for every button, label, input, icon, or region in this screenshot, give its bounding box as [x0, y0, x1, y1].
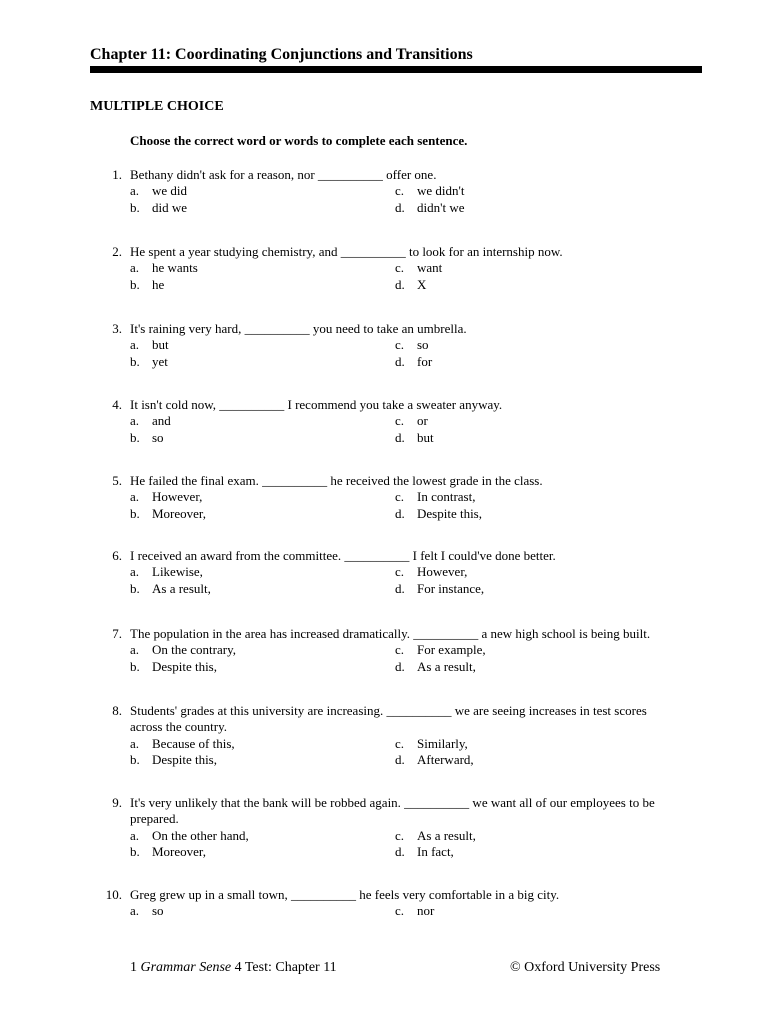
option-letter: b.: [130, 505, 140, 521]
page-title: Chapter 11: Coordinating Conjunctions and Transitions: [90, 46, 473, 63]
option-text: we did: [152, 183, 188, 199]
question-text: [130, 473, 700, 489]
option-d: [395, 200, 464, 216]
question-text-line: The population in the area has increased dramatically. __________ a new high school is being built.: [130, 626, 651, 641]
option-a: [130, 828, 249, 844]
option-c: [395, 736, 468, 752]
option-letter: c.: [395, 489, 405, 505]
option-letter: b.: [130, 199, 140, 215]
option-a: [130, 183, 187, 199]
question-number: 5.: [112, 473, 122, 488]
option-c: [395, 413, 428, 429]
book-title: Grammar Sense: [140, 960, 232, 975]
option-letter: a.: [130, 903, 140, 919]
option-a: [130, 642, 236, 658]
option-text: However,: [152, 489, 203, 505]
question-text: [130, 397, 700, 413]
option-text: Similarly,: [417, 735, 468, 751]
option-text: yet: [152, 353, 168, 369]
option-letter: c.: [395, 564, 405, 580]
option-text: and: [152, 413, 171, 429]
option-text: Moreover,: [152, 843, 206, 859]
option-a: [130, 903, 164, 919]
option-letter: a.: [130, 260, 140, 276]
option-letter: a.: [130, 642, 140, 658]
option-text: However,: [417, 564, 468, 580]
option-text: X: [417, 276, 427, 292]
option-letter: a.: [130, 489, 140, 505]
option-letter: d.: [395, 353, 405, 369]
option-text: In contrast,: [417, 489, 476, 505]
option-letter: b.: [130, 843, 140, 859]
option-letter: d.: [395, 199, 405, 215]
option-letter: a.: [130, 827, 140, 843]
option-text: did we: [152, 199, 188, 215]
option-d: [395, 506, 482, 522]
option-b: [130, 200, 187, 216]
option-text: Despite this,: [417, 505, 482, 521]
question-text-line: Bethany didn't ask for a reason, nor __________ offer one.: [130, 167, 437, 182]
option-text: or: [417, 413, 428, 429]
option-text: but: [152, 337, 169, 353]
question-text: [130, 548, 700, 564]
question-text-line: It's raining very hard, __________ you need to take an umbrella.: [130, 321, 467, 336]
option-b: [130, 752, 217, 768]
option-c: [395, 564, 467, 580]
option-c: [395, 828, 476, 844]
question-text: [130, 795, 700, 828]
option-letter: a.: [130, 564, 140, 580]
option-c: [395, 260, 442, 276]
option-text: As a result,: [417, 827, 476, 843]
option-b: [130, 659, 217, 675]
question-number: 7.: [112, 626, 122, 641]
option-letter: a.: [130, 735, 140, 751]
option-letter: b.: [130, 429, 140, 445]
option-text: we didn't: [417, 183, 465, 199]
page-number: 1: [130, 960, 137, 975]
option-text: On the contrary,: [152, 642, 236, 658]
option-letter: d.: [395, 751, 405, 767]
question-text-line: Greg grew up in a small town, __________ he feels very comfortable in a big city.: [130, 887, 560, 902]
question-number: 2.: [112, 244, 122, 259]
option-letter: c.: [395, 183, 405, 199]
option-c: [395, 903, 434, 919]
option-text: didn't we: [417, 199, 465, 215]
option-letter: a.: [130, 413, 140, 429]
option-a: [130, 736, 235, 752]
question-number: 6.: [112, 548, 122, 563]
option-a: [130, 413, 171, 429]
option-text: want: [417, 260, 443, 276]
option-text: Afterward,: [417, 751, 474, 767]
question-text-line: I received an award from the committee. __________ I felt I could've done better.: [130, 548, 556, 563]
option-text: As a result,: [417, 658, 476, 674]
option-c: [395, 337, 429, 353]
option-text: As a result,: [152, 580, 211, 596]
question-text-line: Students' grades at this university are increasing. __________ we are seeing increases in test scores: [130, 703, 647, 718]
option-letter: b.: [130, 353, 140, 369]
question-text: [130, 321, 700, 337]
question-number: 3.: [112, 321, 122, 336]
question-number: 8.: [112, 703, 122, 718]
question-number: 9.: [112, 795, 122, 810]
option-letter: b.: [130, 658, 140, 674]
option-d: [395, 659, 476, 675]
question-number: 4.: [112, 397, 122, 412]
option-b: [130, 430, 164, 446]
option-text: so: [152, 903, 164, 919]
option-text: For example,: [417, 642, 486, 658]
option-letter: b.: [130, 276, 140, 292]
option-text: so: [152, 429, 164, 445]
option-text: On the other hand,: [152, 827, 249, 843]
option-b: [130, 354, 168, 370]
option-a: [130, 564, 203, 580]
question-number: 10.: [105, 887, 122, 902]
option-letter: c.: [395, 413, 405, 429]
option-letter: c.: [395, 735, 405, 751]
option-d: [395, 430, 434, 446]
option-letter: d.: [395, 505, 405, 521]
option-text: Because of this,: [152, 735, 235, 751]
option-text: so: [417, 337, 429, 353]
option-d: [395, 581, 484, 597]
option-letter: d.: [395, 276, 405, 292]
option-text: Moreover,: [152, 505, 206, 521]
option-c: [395, 183, 464, 199]
option-letter: a.: [130, 337, 140, 353]
option-text: Despite this,: [152, 751, 217, 767]
option-text: for: [417, 353, 433, 369]
option-a: [130, 337, 169, 353]
option-letter: a.: [130, 183, 140, 199]
question-text-line: It isn't cold now, __________ I recommend you take a sweater anyway.: [130, 397, 503, 412]
option-b: [130, 506, 206, 522]
option-letter: c.: [395, 337, 405, 353]
question-text-line: across the country.: [130, 719, 227, 735]
option-letter: c.: [395, 642, 405, 658]
option-b: [130, 581, 211, 597]
option-b: [130, 844, 206, 860]
option-text: he: [152, 276, 165, 292]
option-d: [395, 354, 432, 370]
option-letter: b.: [130, 751, 140, 767]
question-text: [130, 626, 700, 642]
instructions: Choose the correct word or words to complete each sentence.: [130, 133, 468, 148]
option-letter: c.: [395, 260, 405, 276]
option-letter: c.: [395, 903, 405, 919]
option-letter: b.: [130, 580, 140, 596]
option-a: [130, 260, 198, 276]
option-text: Likewise,: [152, 564, 203, 580]
option-d: [395, 844, 454, 860]
option-c: [395, 642, 486, 658]
question-text-line: He failed the final exam. __________ he received the lowest grade in the class.: [130, 473, 543, 488]
option-b: [130, 277, 164, 293]
test-label: 4 Test: Chapter 11: [234, 960, 337, 975]
option-text: nor: [417, 903, 435, 919]
option-text: Despite this,: [152, 658, 217, 674]
option-letter: d.: [395, 843, 405, 859]
question-text: [130, 167, 700, 183]
option-text: In fact,: [417, 843, 454, 859]
footer-left: [130, 960, 337, 976]
option-letter: c.: [395, 827, 405, 843]
question-text: [130, 703, 700, 736]
question-text: [130, 887, 700, 903]
option-text: but: [417, 429, 434, 445]
question-text-line: prepared.: [130, 811, 179, 827]
option-text: he wants: [152, 260, 198, 276]
option-d: [395, 752, 474, 768]
footer-copyright: © Oxford University Press: [510, 960, 661, 975]
question-text-line: He spent a year studying chemistry, and __________ to look for an internship now.: [130, 244, 563, 259]
option-text: For instance,: [417, 580, 485, 596]
option-letter: d.: [395, 429, 405, 445]
title-rule: [90, 66, 702, 73]
question-number: 1.: [112, 167, 122, 182]
option-letter: d.: [395, 580, 405, 596]
option-letter: d.: [395, 658, 405, 674]
option-a: [130, 489, 202, 505]
question-text: [130, 244, 700, 260]
option-c: [395, 489, 475, 505]
question-text-line: It's very unlikely that the bank will be robbed again. __________ we want all of our employees to be: [130, 795, 655, 810]
option-d: [395, 277, 426, 293]
section-heading: MULTIPLE CHOICE: [90, 99, 224, 114]
